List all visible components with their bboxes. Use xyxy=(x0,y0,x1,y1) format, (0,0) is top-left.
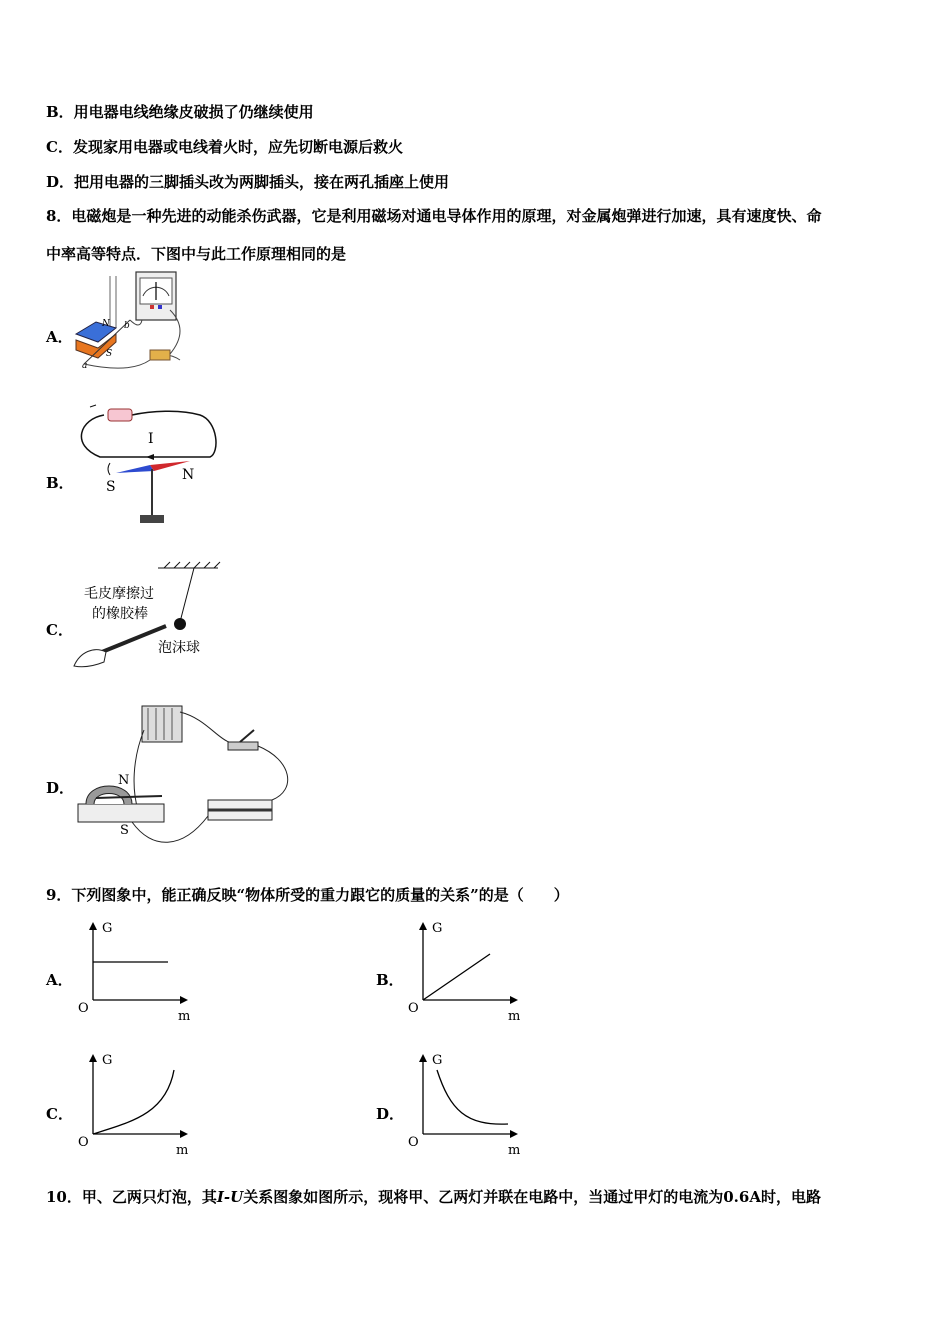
axis-y-label: G xyxy=(102,1053,113,1068)
fig-d-n: N xyxy=(118,773,130,788)
q7-option-d: D．把用电器的三脚插头改为两脚插头，接在两孔插座上使用 xyxy=(46,173,450,191)
q9-graph-d-decaying-curve xyxy=(406,1050,526,1158)
fig-c-rod-line1: 毛皮摩擦过 xyxy=(84,586,154,602)
fig-a-b: b xyxy=(124,321,130,331)
q8-figure-d-motor xyxy=(72,700,302,850)
q9-stem: 9．下列图象中，能正确反映“物体所受的重力跟它的质量的关系”的是（ ） xyxy=(46,886,569,904)
q10-stem-pre: 10．甲、乙两只灯泡，其 xyxy=(46,1188,217,1206)
q9-option-a-label: A． xyxy=(46,971,73,989)
axis-x-label: m xyxy=(178,1009,191,1024)
axis-origin-label: O xyxy=(408,1001,419,1016)
q8-figure-b-oersted xyxy=(70,405,220,530)
q8-option-c-label: C． xyxy=(46,621,73,639)
fig-a-a: a xyxy=(82,361,88,371)
q8-option-a-label: A． xyxy=(46,328,73,346)
q10-stem-iu: I-U xyxy=(216,1188,244,1206)
q8-figure-c-electrostatic xyxy=(70,562,230,677)
q9-option-c-label: C． xyxy=(46,1105,73,1123)
q10-stem-post: 关系图象如图所示，现将甲、乙两灯并联在电路中，当通过甲灯的电流为0.6A时，电路 xyxy=(243,1188,821,1206)
fig-b-n: N xyxy=(182,467,195,483)
q9-graph-a-constant xyxy=(76,918,196,1026)
q8-option-b-label: B． xyxy=(46,474,74,492)
q10-stem xyxy=(46,1186,821,1207)
fig-a-s: S xyxy=(106,349,113,359)
q8-figure-a-induction xyxy=(70,270,200,370)
axis-x-label: m xyxy=(508,1143,521,1158)
q8-stem-line2: 中率高等特点．下图中与此工作原理相同的是 xyxy=(46,245,347,263)
q9-option-d-label: D． xyxy=(376,1105,405,1123)
axis-origin-label: O xyxy=(408,1135,419,1150)
axis-y-label: G xyxy=(102,921,113,936)
axis-x-label: m xyxy=(508,1009,521,1024)
fig-c-rod-line2: 的橡胶棒 xyxy=(92,606,148,622)
axis-y-label: G xyxy=(432,921,443,936)
fig-d-s: S xyxy=(120,823,129,838)
fig-a-n: N xyxy=(102,319,110,329)
q9-graph-c-rising-curve xyxy=(76,1050,196,1158)
axis-y-label: G xyxy=(432,1053,443,1068)
axis-origin-label: O xyxy=(78,1001,89,1016)
q9-graph-b-linear xyxy=(406,918,526,1026)
axis-origin-label: O xyxy=(78,1135,89,1150)
axis-x-label: m xyxy=(176,1143,189,1158)
q7-option-c: C．发现家用电器或电线着火时，应先切断电源后救火 xyxy=(46,138,403,156)
q9-option-b-label: B． xyxy=(376,971,404,989)
q8-stem-line1: 8．电磁炮是一种先进的动能杀伤武器，它是利用磁场对通电导体作用的原理，对金属炮弹进行加速，具有速度快、命 xyxy=(46,207,822,225)
fig-b-current: I xyxy=(148,431,154,447)
q8-option-d-label: D． xyxy=(46,779,75,797)
q7-option-b: B．用电器电线绝缘皮破损了仍继续使用 xyxy=(46,103,314,121)
fig-b-s: S xyxy=(106,479,116,495)
fig-c-ball: 泡沫球 xyxy=(158,640,200,656)
